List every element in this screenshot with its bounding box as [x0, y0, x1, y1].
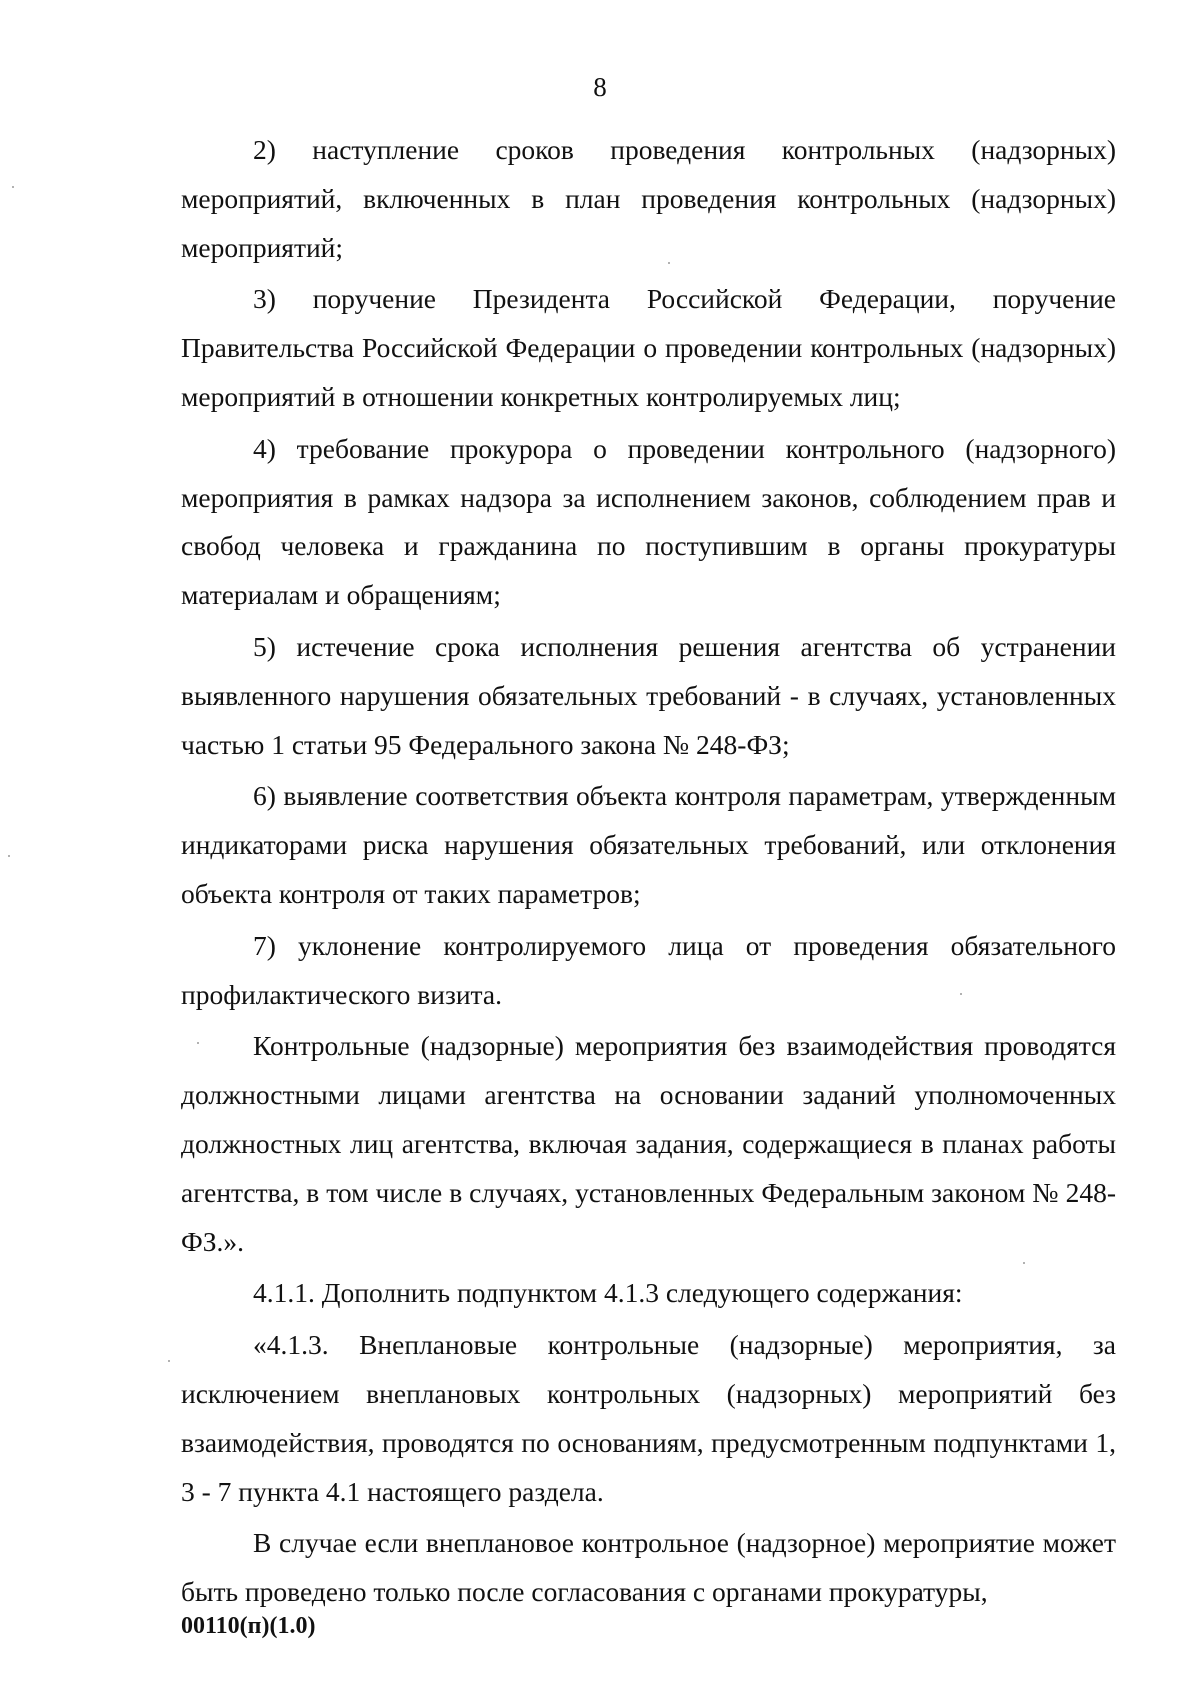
paragraph-item-6: 6) выявление соответствия объекта контроля параметрам, утвержденным индикаторами риска нарушения обязательных требований, или отклонения объекта контроля от таких параметров; — [181, 780, 1116, 909]
scan-speck — [168, 1360, 170, 1362]
scan-speck — [1023, 1262, 1025, 1264]
paragraph-item-2: 2) наступление сроков проведения контрольных (надзорных) мероприятий, включенных в план проведения контрольных (надзорных) мероприятий; — [181, 134, 1116, 263]
scan-speck — [12, 186, 14, 188]
paragraph-clause-4-1-3: «4.1.3. Внеплановые контрольные (надзорные) мероприятия, за исключением внеплановых контрольных (надзорных) мероприятий без взаимодействия, проводятся по основаниям, предусмотренным подпунктами 1, 3 - 7 пункта 4.1 настоящего раздела. — [181, 1329, 1116, 1507]
page-number: 8 — [593, 72, 607, 102]
scan-speck — [197, 1042, 199, 1044]
document-body — [181, 126, 1116, 1617]
document-code: 00110(п)(1.0) — [181, 1613, 316, 1639]
paragraph-item-4: 4) требование прокурора о проведении контрольного (надзорного) мероприятия в рамках надзора за исполнением законов, соблюдением прав и свобод человека и гражданина по поступившим в органы прокуратуры материалам и обращениям; — [181, 432, 1116, 611]
paragraph-no-interaction-events: Контрольные (надзорные) мероприятия без взаимодействия проводятся должностными лицами агентства на основании заданий уполномоченных должностных лиц агентства, включая задания, содержащиеся в планах работы агентства, в том числе в случаях, установленных Федеральным законом № 248-ФЗ.». — [181, 1030, 1116, 1257]
scan-speck — [960, 993, 962, 995]
paragraph-item-7: 7) уклонение контролируемого лица от проведения обязательного профилактического визита. — [181, 929, 1116, 1010]
paragraph-item-3: 3) поручение Президента Российской Федерации, поручение Правительства Российской Федерации о проведении контрольных (надзорных) мероприятий в отношении конкретных контролируемых лиц; — [181, 283, 1116, 412]
paragraph-item-5: 5) истечение срока исполнения решения агентства об устранении выявленного нарушения обязательных требований - в случаях, установленных частью 1 статьи 95 Федерального закона № 248-ФЗ; — [181, 630, 1116, 760]
scan-speck — [8, 855, 10, 857]
paragraph-amendment-4-1-1: 4.1.1. Дополнить подпунктом 4.1.3 следующего содержания: — [253, 1277, 963, 1309]
scan-speck — [668, 262, 670, 264]
paragraph-prosecutor-approval: В случае если внеплановое контрольное (надзорное) мероприятие может быть проведено только после согласования с органами прокуратуры, — [181, 1527, 1116, 1608]
